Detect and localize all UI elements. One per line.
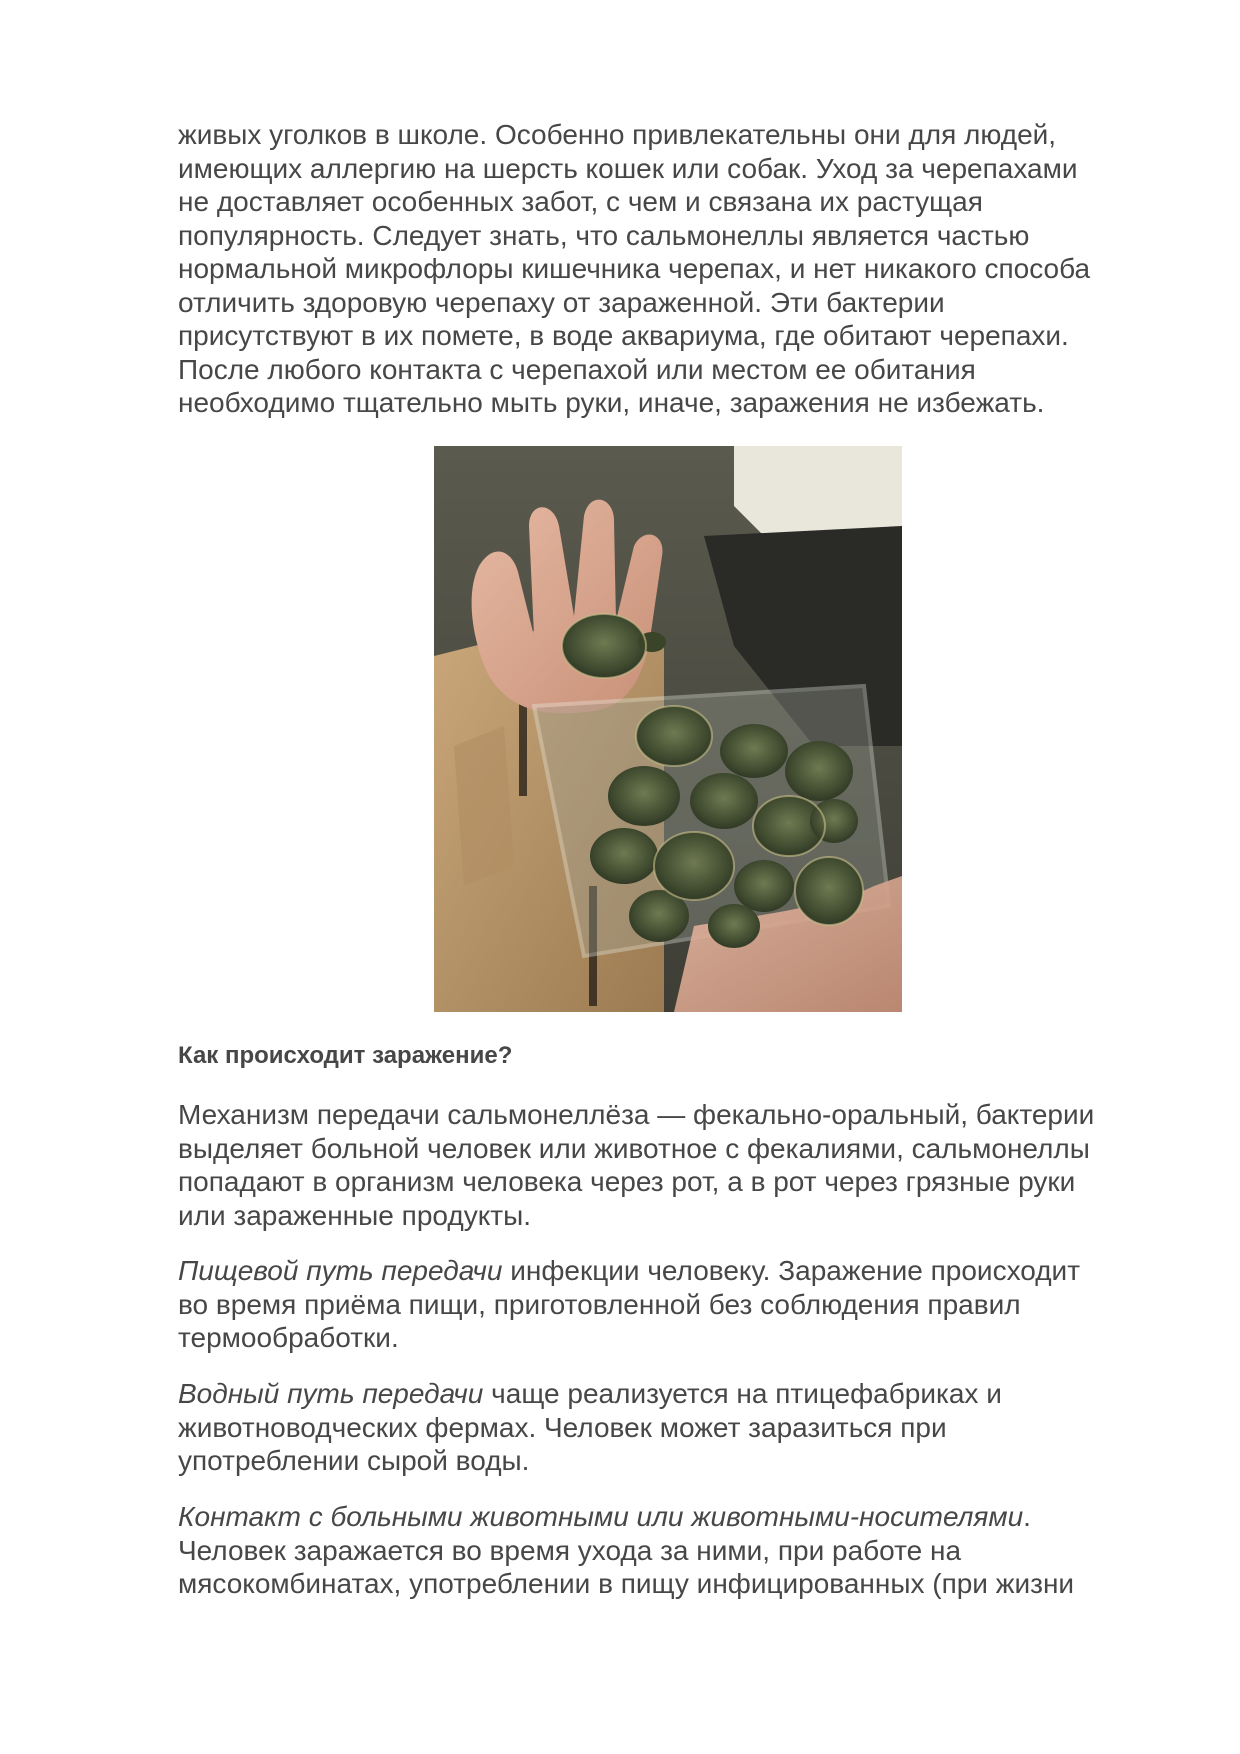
food-line: термообработки. (178, 1322, 399, 1353)
intro-paragraph (178, 118, 1138, 420)
intro-line: живых уголков в школе. Особенно привлекательны они для людей, (178, 119, 1057, 150)
intro-line: После любого контакта с черепахой или местом ее обитания (178, 353, 976, 385)
contact-line-1-rest: . (1023, 1501, 1031, 1532)
food-line: во время приёма пищи, приготовленной без соблюдения правил (178, 1288, 1021, 1320)
section-heading: Как происходит заражение? (178, 1042, 513, 1069)
intro-line: присутствуют в их помете, в воде аквариума, где обитают черепахи. (178, 320, 1069, 351)
contact-term: Контакт с больными животными или животными-носителями (178, 1501, 1024, 1532)
turtles-photo (434, 446, 902, 1012)
intro-line: имеющих аллергию на шерсть кошек или собак. Уход за черепахами (178, 152, 1078, 184)
water-line-1-rest: чаще реализуется на птицефабриках и (483, 1378, 1002, 1409)
food-line-1 (178, 1254, 1080, 1288)
food-transmission-paragraph (178, 1254, 1080, 1355)
water-line-1 (178, 1377, 1002, 1411)
mechanism-line: или зараженные продукты. (178, 1199, 531, 1231)
mechanism-line: попадают в организм человека через рот, а в рот через грязные руки (178, 1166, 1076, 1197)
contact-line: мясокомбинатах, употреблении в пищу инфицированных (при жизни (178, 1568, 1075, 1599)
intro-line: нормальной микрофлоры кишечника черепах, и нет никакого способа (178, 253, 1091, 284)
intro-line: популярность. Следует знать, что сальмонеллы является частью (178, 219, 1030, 251)
mechanism-line: Механизм передачи сальмонеллёза — фекально-оральный, бактерии (178, 1099, 1095, 1130)
contact-transmission-paragraph (178, 1500, 1074, 1601)
water-term: Водный путь передачи (178, 1378, 484, 1409)
intro-line: отличить здоровую черепаху от зараженной. Эти бактерии (178, 286, 945, 318)
contact-line: Человек заражается во время ухода за ними, при работе на (178, 1534, 962, 1566)
water-line: животноводческих фермах. Человек может заразиться при (178, 1411, 947, 1443)
water-line: употреблении сырой воды. (178, 1445, 530, 1476)
intro-line: не доставляет особенных забот, с чем и связана их растущая (178, 186, 983, 217)
food-term: Пищевой путь передачи (178, 1255, 503, 1286)
mechanism-line: выделяет больной человек или животное с фекалиями, сальмонеллы (178, 1132, 1090, 1164)
contact-line-1 (178, 1500, 1074, 1534)
food-line-1-rest: инфекции человеку. Заражение происходит (502, 1255, 1081, 1286)
water-transmission-paragraph (178, 1377, 1002, 1478)
mechanism-paragraph (178, 1098, 1094, 1232)
intro-line: необходимо тщательно мыть руки, иначе, заражения не избежать. (178, 387, 1045, 418)
